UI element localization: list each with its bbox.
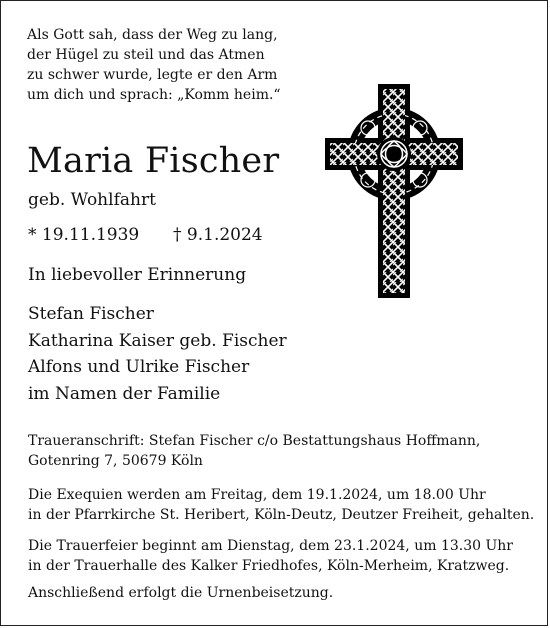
address-line: Traueranschrift: Stefan Fischer c/o Bestattungshaus Hoffmann, [28, 433, 481, 449]
poem-line: Als Gott sah, dass der Weg zu lang, [27, 27, 278, 43]
poem-line: um dich und sprach: „Komm heim.“ [27, 87, 281, 103]
address-line: Gotenring 7, 50679 Köln [28, 453, 203, 469]
celtic-cross-icon [323, 82, 465, 300]
remembrance-line: In liebevoller Erinnerung [28, 265, 247, 285]
birth-name: geb. Wohlfahrt [28, 190, 156, 210]
urn-burial-line: Anschließend erfolgt die Urnenbeisetzung. [28, 585, 334, 601]
exequies-line: Die Exequien werden am Freitag, dem 19.1.2024, um 18.00 Uhr [28, 487, 486, 503]
mourners-list [28, 301, 287, 407]
exequies-line: in der Pfarrkirche St. Heribert, Köln-Deutz, Deutzer Freiheit, gehalten. [28, 507, 535, 523]
mourner: Alfons und Ulrike Fischer [28, 357, 250, 377]
urn-burial-info [28, 583, 333, 603]
poem-line: der Hügel zu steil und das Atmen [27, 47, 265, 63]
funeral-line: Die Trauerfeier beginnt am Dienstag, dem 23.1.2024, um 13.30 Uhr [28, 538, 513, 554]
poem-line: zu schwer wurde, legte er den Arm [27, 67, 278, 83]
funeral-line: in der Trauerhalle des Kalker Friedhofes, Köln-Merheim, Kratzweg. [28, 558, 510, 574]
mourner: Katharina Kaiser geb. Fischer [28, 330, 287, 351]
exequies-info [28, 485, 534, 525]
mourner: im Namen der Familie [28, 383, 221, 404]
life-dates [28, 223, 263, 247]
mourning-address [28, 431, 480, 471]
deceased-name: Maria Fischer [27, 141, 280, 181]
mourner: Stefan Fischer [28, 304, 154, 324]
birth-date: * 19.11.1939 [28, 225, 140, 245]
poem [27, 25, 297, 105]
funeral-info [28, 536, 513, 576]
death-date: † 9.1.2024 [173, 225, 263, 245]
